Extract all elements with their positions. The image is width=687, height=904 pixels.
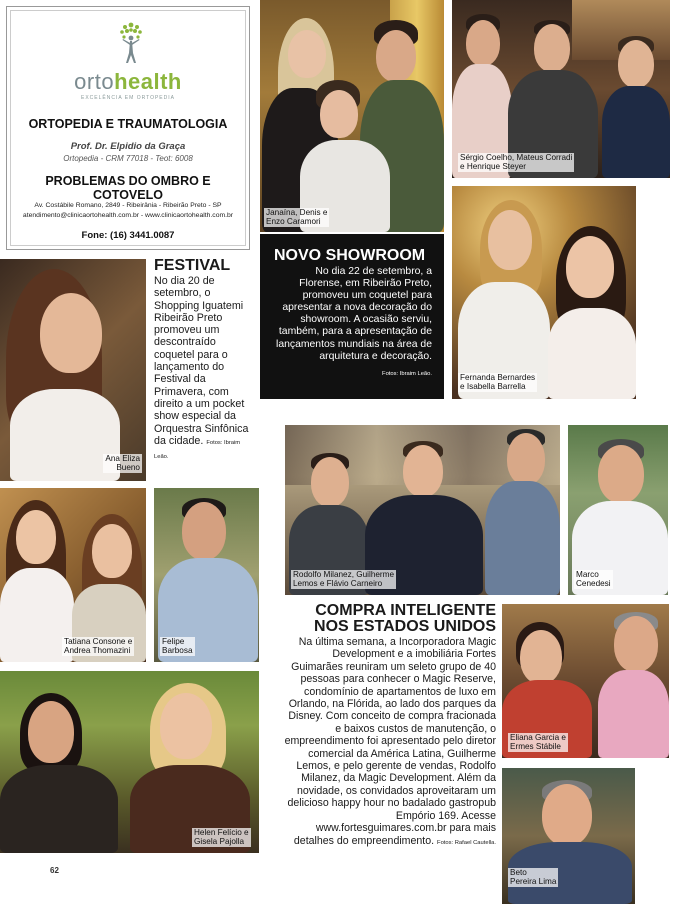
showroom-article [260,234,444,399]
ortohealth-brand [11,69,245,95]
ad-phone: Fone: (16) 3441.0087 [81,230,175,241]
brand-suffix: health [114,69,182,94]
compra-headline-line2: NOS ESTADOS UNIDOS [314,618,496,635]
caption-fernanda-isabella: Fernanda Bernardes e Isabella Barrella [460,373,536,392]
showroom-credit: Fotos: Ibraim Leão. [382,370,432,377]
photo-helen-gisela [0,671,259,853]
compra-text: Na última semana, a Incorporadora Magic Development e a imobiliária Fortes Guimarães reuniram um seleto grupo de 40 pessoas para conhecer o Magic Reserve, condomínio de apartamentos de luxo em Orlando, na Flórida, ao lado dos parques da Disney. Com conceito de compra fracionada e baixos custos de manutenção, o empreendimento foi apresentado pelo diretor comercial da América Latina, Guilherme Lemos, e pelo gerente de vendas, Rodolfo Milanez, da Magic Development. Além da novidade, os convidados aproveitaram um delicioso happy hour no badalado gastropub Empório 169. Acesse www.fortesguimares.com.br para mais detalhes do empreendimento. [284,636,496,847]
caption-marco-cenedesi: Marco Cenedesi [576,570,611,589]
festival-headline: FESTIVAL [154,257,231,274]
caption-tatiana-andrea: Tatiana Consone e Andrea Thomazini [64,637,133,656]
festival-text: No dia 20 de setembro, o Shopping Iguatemi Ribeirão Preto promoveu um descontraído coquetel para o lançamento do Festival da Primavera, com direito a um pocket show especial da Orquestra Sinfônica da cidade. [154,275,249,447]
compra-body [284,636,496,849]
caption-janaina-denis-enzo: Janaína, Denis e Enzo Caramori [266,208,328,227]
photo-janaina-denis-enzo [260,0,444,232]
photo-eliana-ermes [502,604,669,758]
showroom-headline: NOVO SHOWROOM [274,247,426,264]
showroom-text: No dia 22 de setembro, a Florense, em Ribeirão Preto, promoveu um coquetel para apresentar a nova decoração do showroom. A ocasião serviu, também, para a apresentação de lançamentos mundiais na área de arquitetura e decoração. [276,266,432,362]
ad-doctor: Prof. Dr. Elpidio da Graça [70,141,186,152]
ad-registration: Ortopedia - CRM 77018 - Teot: 6008 [63,154,193,163]
ad-tagline: EXCELÊNCIA EM ORTOPEDIA [81,95,175,101]
photo-rodolfo-guilherme-flavio [285,425,560,595]
brand-prefix: orto [74,69,115,94]
caption-eliana-ermes: Eliana Garcia e Ermes Stábile [510,733,566,752]
photo-ana-eliza [0,259,146,481]
photo-sergio-mateus-henrique [452,0,670,178]
caption-beto-pereira-lima: Beto Pereira Lima [510,868,557,887]
photo-felipe-barbosa [154,488,259,662]
photo-marco-cenedesi [568,425,668,595]
ortohealth-ad [6,6,250,250]
caption-sergio-mateus-henrique: Sérgio Coelho, Mateus Corradi e Henrique Steyer [460,153,573,172]
caption-ana-eliza: Ana Eliza Bueno [105,454,140,473]
page-number: 62 [50,866,59,875]
photo-beto-pereira-lima [502,768,635,904]
caption-felipe-barbosa: Felipe Barbosa [162,637,193,656]
ad-address: Av. Costábile Romano, 2849 - Ribeirânia - Ribeirão Preto - SP [34,202,222,209]
compra-headline-line1: COMPRA INTELIGENTE [315,602,496,619]
caption-helen-gisela: Helen Felício e Gisela Pajolla [194,828,249,847]
compra-headline [306,603,496,635]
festival-credit: Fotos: Ibraim Leão. [154,439,241,461]
ad-specialty: ORTOPEDIA E TRAUMATOLOGIA [28,117,228,131]
compra-credit: Fotos: Rafael Cautella. [437,839,496,846]
photo-tatiana-andrea [0,488,146,662]
showroom-body [270,266,432,380]
ad-focus: PROBLEMAS DO OMBRO E COTOVELO [45,174,211,202]
caption-rodolfo-guilherme-flavio: Rodolfo Milanez, Guilherme Lemos e Flávio Carneiro [293,570,395,589]
ad-contact: atendimento@clinicaortohealth.com.br - www.clinicaortohealth.com.br [22,212,234,219]
ortohealth-logo-icon [115,19,147,65]
festival-body [154,275,256,463]
photo-fernanda-isabella [452,186,636,399]
